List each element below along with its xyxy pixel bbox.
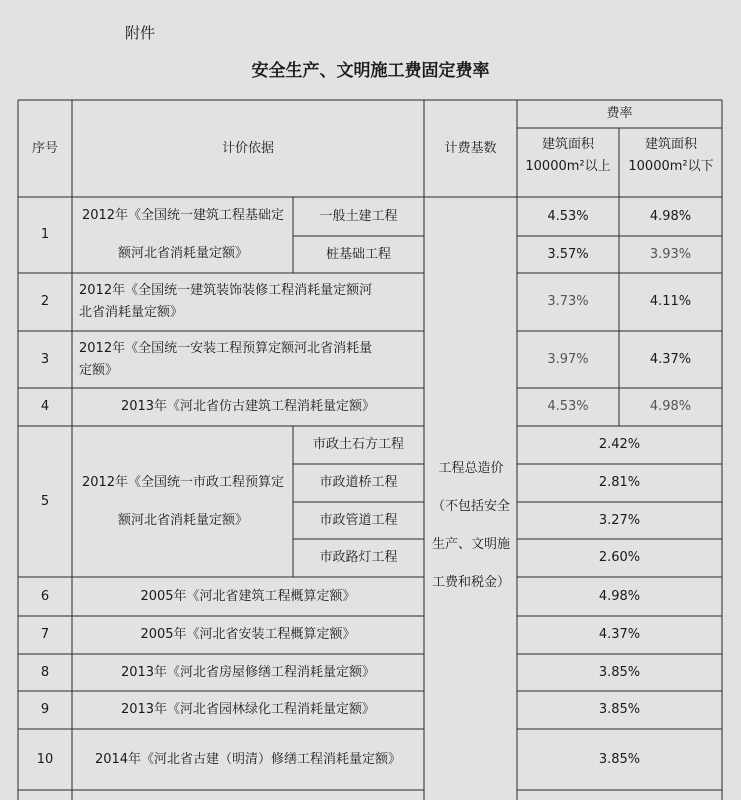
row-6-rate: 4.98%: [598, 588, 641, 604]
calc-base-cell: 工程总造价（不包括安全生产、文明施工费和税金）: [431, 461, 510, 590]
row-1-sub-2-above: 3.57%: [547, 246, 589, 262]
row-8-basis: 2013年《河北省房屋修缮工程消耗量定额》: [120, 664, 376, 680]
row-3-above: 3.97%: [547, 351, 589, 367]
row-1-sub-2-name: 桩基础工程: [325, 246, 391, 262]
row-7-rate: 4.37%: [598, 627, 641, 642]
row-5-sub-4-rate: 2.60%: [598, 550, 641, 565]
row-1-sub-1-below: 4.98%: [649, 208, 692, 224]
row-1-sub-1-above: 4.53%: [547, 208, 589, 224]
row-4-basis: 2013年《河北省仿古建筑工程消耗量定额》: [120, 399, 376, 414]
header-base: 计费基数: [444, 140, 497, 156]
row-7-no: 7: [40, 627, 50, 642]
row-4-above: 4.53%: [547, 399, 589, 414]
header-rate-above: 建筑面积10000m²以上: [525, 137, 611, 174]
row-5-no: 5: [40, 493, 50, 509]
row-2-above: 3.73%: [547, 294, 589, 309]
row-6-basis: 2005年《河北省建筑工程概算定额》: [140, 588, 356, 604]
row-3-below: 4.37%: [649, 351, 692, 367]
row-3-basis: 2012年《全国统一安装工程预算定额河北省消耗量定额》: [79, 340, 373, 378]
row-9-no: 9: [40, 702, 50, 717]
row-6-no: 6: [40, 588, 50, 604]
row-1-sub-2-below: 3.93%: [649, 246, 692, 262]
row-2-basis: 2012年《全国统一建筑装饰装修工程消耗量定额河北省消耗量定额》: [79, 283, 373, 320]
row-3-no: 3: [40, 351, 50, 367]
attachment-label: 附件: [125, 24, 156, 42]
row-9-rate: 3.85%: [598, 702, 641, 717]
row-10-basis: 2014年《河北省古建（明清）修缮工程消耗量定额》: [94, 751, 402, 767]
header-no: 序号: [31, 140, 58, 156]
row-2-no: 2: [40, 294, 50, 309]
row-1-no: 1: [40, 227, 50, 242]
row-8-no: 8: [40, 664, 50, 680]
row-5-sub-3-rate: 3.27%: [598, 512, 641, 528]
row-5-sub-1-name: 市政土石方工程: [312, 437, 404, 452]
row-1-sub-1-name: 一般土建工程: [319, 208, 398, 224]
row-1-basis: 2012年《全国统一建筑工程基础定额河北省消耗量定额》: [81, 208, 285, 261]
row-9-basis: 2013年《河北省园林绿化工程消耗量定额》: [120, 702, 376, 717]
row-2-below: 4.11%: [649, 294, 692, 309]
document-title: 安全生产、文明施工费固定费率: [251, 61, 490, 81]
row-4-below: 4.98%: [649, 399, 692, 414]
row-5-sub-4-name: 市政路灯工程: [319, 550, 398, 565]
header-basis: 计价依据: [221, 140, 274, 156]
row-5-basis: 2012年《全国统一市政工程预算定额河北省消耗量定额》: [81, 474, 285, 528]
header-rate: 费率: [606, 106, 633, 121]
row-5-sub-2-name: 市政道桥工程: [319, 475, 398, 490]
row-7-basis: 2005年《河北省安装工程概算定额》: [140, 627, 356, 642]
row-5-sub-1-rate: 2.42%: [598, 437, 641, 452]
header-rate-below: 建筑面积10000m²以下: [628, 137, 714, 174]
row-4-no: 4: [40, 399, 50, 414]
row-10-rate: 3.85%: [598, 751, 641, 767]
row-10-no: 10: [36, 751, 54, 767]
row-8-rate: 3.85%: [598, 664, 641, 680]
row-5-sub-3-name: 市政管道工程: [319, 512, 398, 528]
row-5-sub-2-rate: 2.81%: [598, 475, 641, 490]
